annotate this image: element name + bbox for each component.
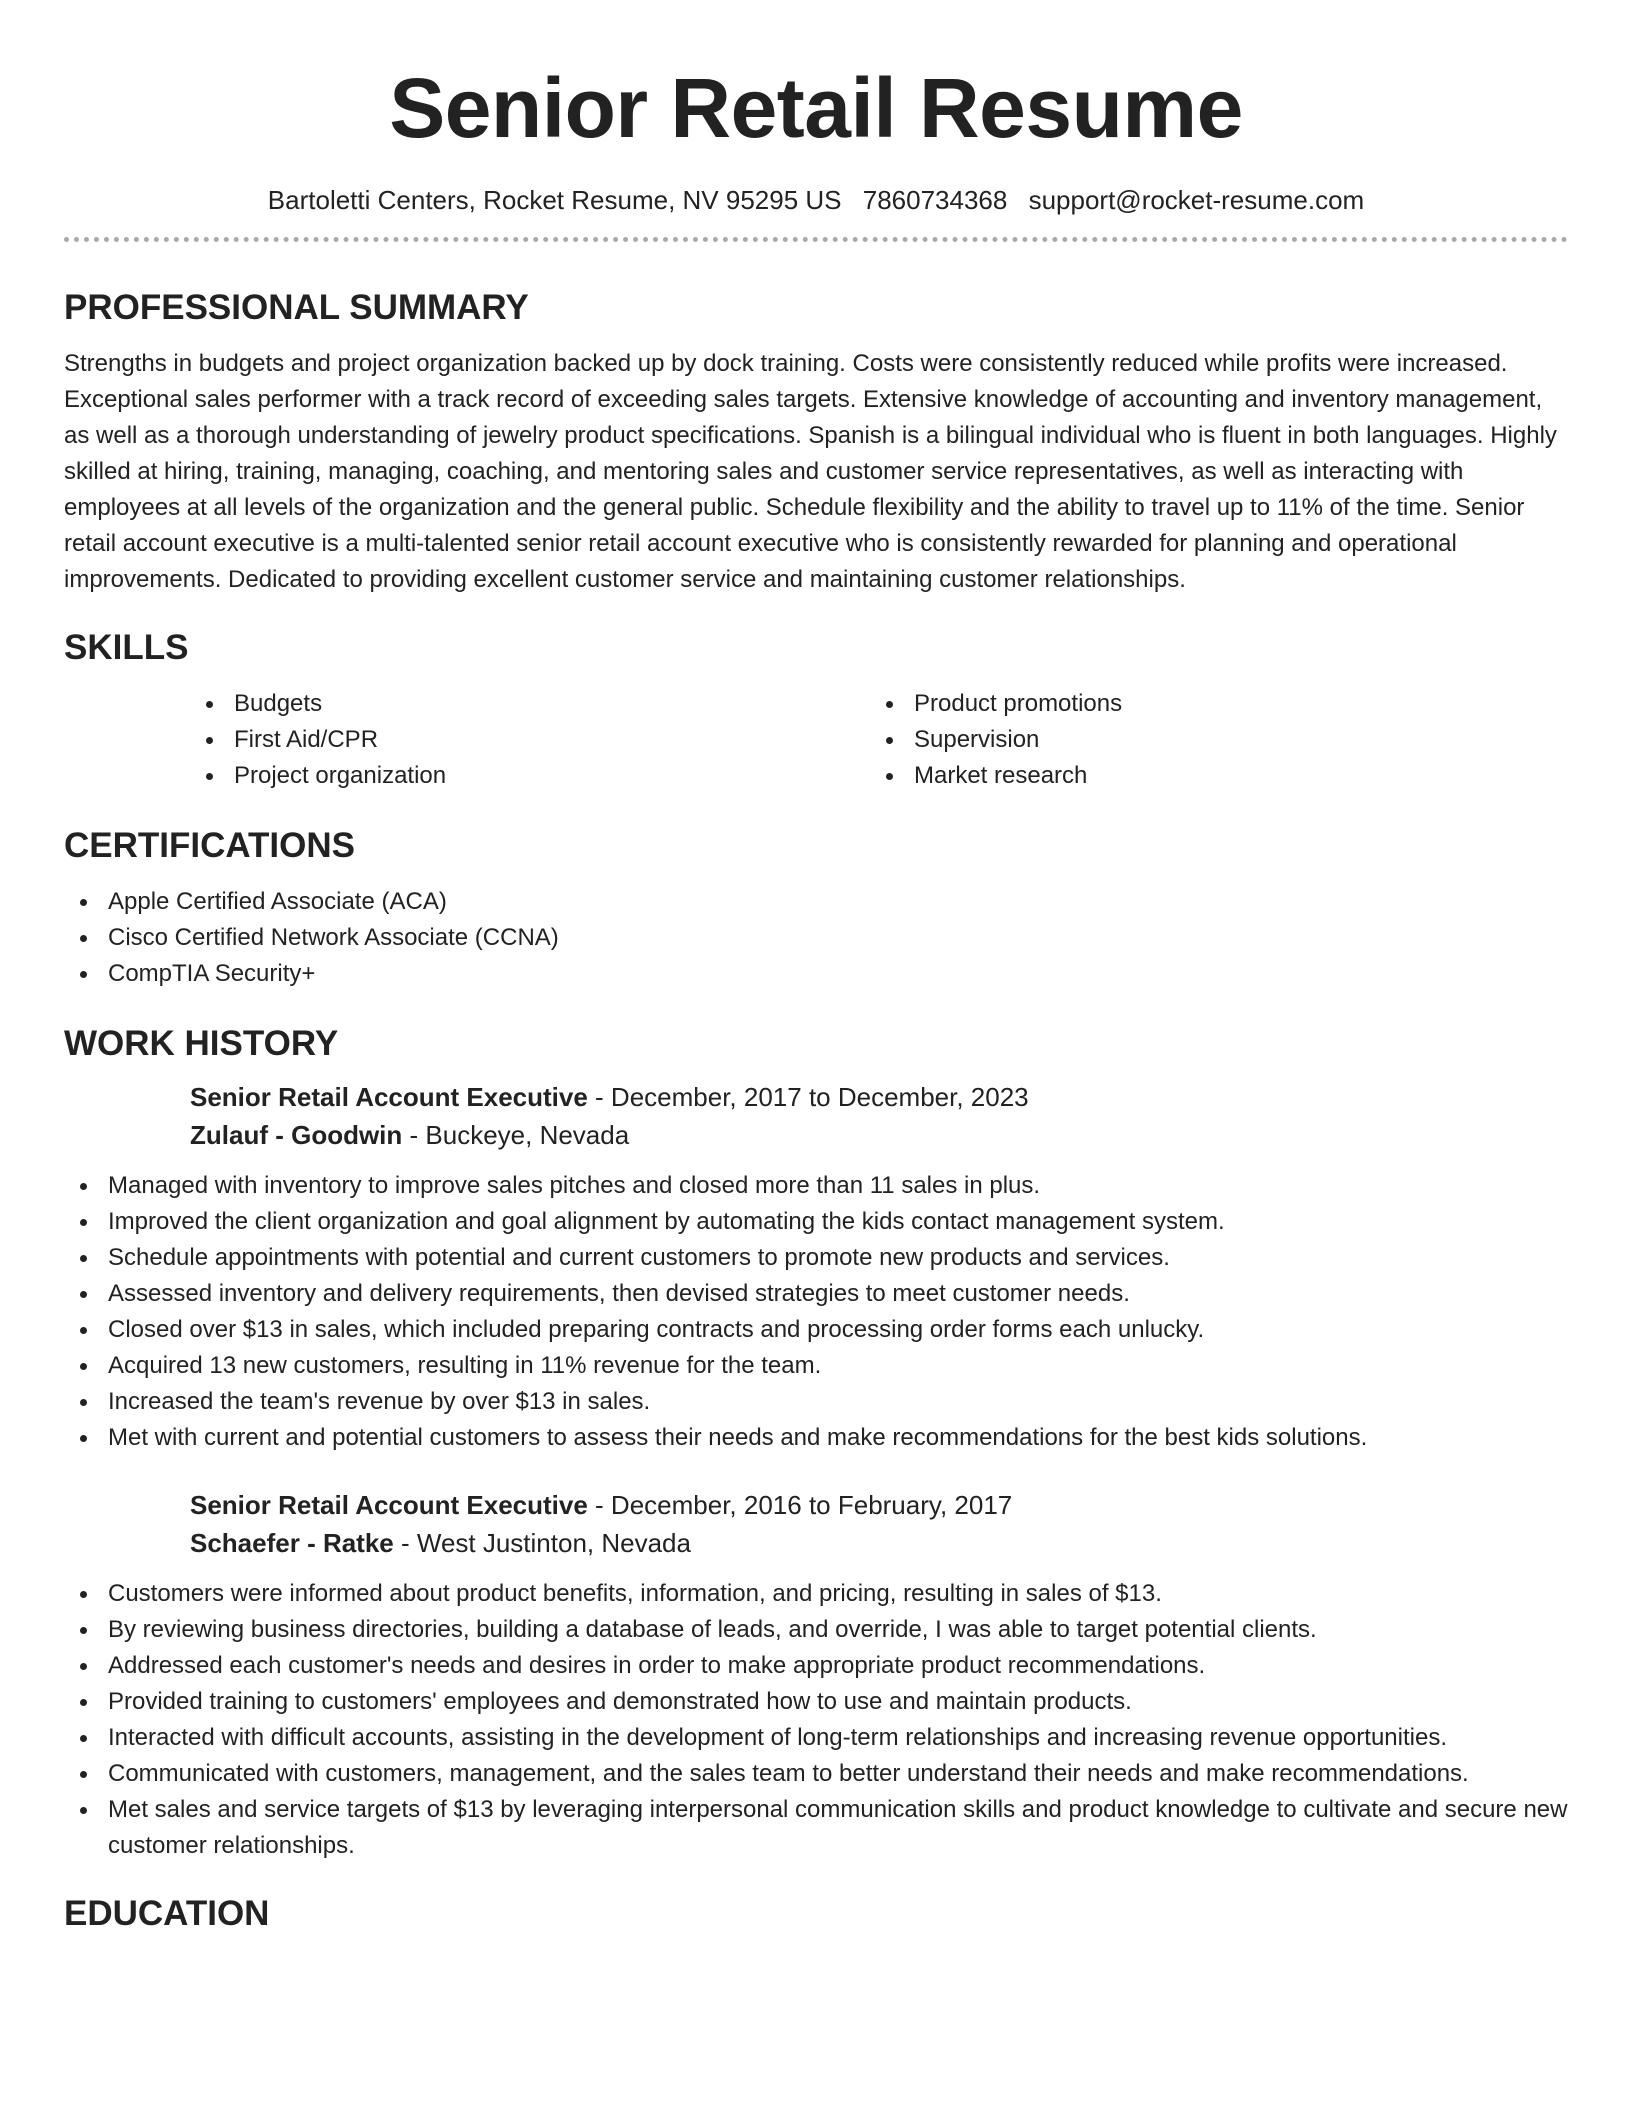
- list-item: Closed over $13 in sales, which included preparing contracts and processing order forms each unlucky.: [64, 1312, 1568, 1348]
- job-location: - Buckeye, Nevada: [402, 1120, 630, 1150]
- list-item: Increased the team's revenue by over $13 in sales.: [64, 1384, 1568, 1420]
- job-role: Senior Retail Account Executive: [190, 1082, 588, 1112]
- list-item: Acquired 13 new customers, resulting in 11% revenue for the team.: [64, 1348, 1568, 1384]
- list-item: Assessed inventory and delivery requirements, then devised strategies to meet customer needs.: [64, 1276, 1568, 1312]
- certifications-list: [64, 884, 1568, 992]
- skills-column-right: [870, 686, 1550, 794]
- list-item: Project organization: [190, 758, 870, 794]
- job-2-bullets: [64, 1576, 1568, 1864]
- job-1-bullets: [64, 1168, 1568, 1456]
- contact-phone: 7860734368: [862, 185, 1008, 215]
- skills-heading: SKILLS: [64, 628, 189, 667]
- list-item: Apple Certified Associate (ACA): [64, 884, 1568, 920]
- job-title-line: [190, 1486, 1568, 1524]
- list-item: Improved the client organization and goal alignment by automating the kids contact management system.: [64, 1204, 1568, 1240]
- job-entry-2: [190, 1486, 1568, 1562]
- list-item: Interacted with difficult accounts, assisting in the development of long-term relationships and increasing revenue opportunities.: [64, 1720, 1568, 1756]
- list-item: Addressed each customer's needs and desires in order to make appropriate product recommendations.: [64, 1648, 1568, 1684]
- list-item: Budgets: [190, 686, 870, 722]
- job-company: Schaefer - Ratke: [190, 1528, 394, 1558]
- contact-email: support@rocket-resume.com: [1028, 185, 1365, 215]
- skills-list: [190, 686, 1568, 794]
- certifications-heading: CERTIFICATIONS: [64, 826, 356, 865]
- list-item: Supervision: [870, 722, 1550, 758]
- list-item: CompTIA Security+: [64, 956, 1568, 992]
- list-item: Managed with inventory to improve sales pitches and closed more than 11 sales in plus.: [64, 1168, 1568, 1204]
- job-title-line: [190, 1078, 1568, 1116]
- job-company: Zulauf - Goodwin: [190, 1120, 403, 1150]
- list-item: Met with current and potential customers to assess their needs and make recommendations for the best kids solutions.: [64, 1420, 1568, 1456]
- contact-line: [64, 184, 1568, 216]
- list-item: Communicated with customers, management, and the sales team to better understand their needs and make recommendations.: [64, 1756, 1568, 1792]
- list-item: Customers were informed about product benefits, information, and pricing, resulting in sales of $13.: [64, 1576, 1568, 1612]
- list-item: Provided training to customers' employees and demonstrated how to use and maintain products.: [64, 1684, 1568, 1720]
- list-item: Product promotions: [870, 686, 1550, 722]
- education-heading: EDUCATION: [64, 1894, 270, 1933]
- job-entry-1: [190, 1078, 1568, 1154]
- header-divider: [64, 237, 1568, 242]
- job-dates: - December, 2016 to February, 2017: [587, 1490, 1013, 1520]
- job-dates: - December, 2017 to December, 2023: [587, 1082, 1029, 1112]
- page-title: Senior Retail Resume: [389, 61, 1243, 155]
- job-company-line: [190, 1524, 1568, 1562]
- list-item: By reviewing business directories, building a database of leads, and override, I was able to target potential clients.: [64, 1612, 1568, 1648]
- skills-column-left: [190, 686, 870, 794]
- resume-page: [64, 0, 1568, 1936]
- work-history-heading: WORK HISTORY: [64, 1024, 339, 1063]
- list-item: Market research: [870, 758, 1550, 794]
- list-item: Schedule appointments with potential and current customers to promote new products and services.: [64, 1240, 1568, 1276]
- job-role: Senior Retail Account Executive: [190, 1490, 588, 1520]
- list-item: First Aid/CPR: [190, 722, 870, 758]
- summary-heading: PROFESSIONAL SUMMARY: [64, 288, 529, 327]
- list-item: Cisco Certified Network Associate (CCNA): [64, 920, 1568, 956]
- list-item: Met sales and service targets of $13 by leveraging interpersonal communication skills and product knowledge to cultivate and secure new customer relationships.: [64, 1792, 1568, 1864]
- job-company-line: [190, 1116, 1568, 1154]
- job-location: - West Justinton, Nevada: [393, 1528, 691, 1558]
- summary-text: Strengths in budgets and project organization backed up by dock training. Costs were consistently reduced while profits were increased. Exceptional sales performer with a track record of exceeding sales targets. Extensive knowledge of accounting and inventory management, as well as a thorough understanding of jewelry product specifications. Spanish is a bilingual individual who is fluent in both languages. Highly skilled at hiring, training, managing, coaching, and mentoring sales and customer service representatives, as well as interacting with employees at all levels of the organization and the general public. Schedule flexibility and the ability to travel up to 11% of the time. Senior retail account executive is a multi-talented senior retail account executive who is consistently rewarded for planning and operational improvements. Dedicated to providing excellent customer service and maintaining customer relationships.: [64, 350, 1557, 593]
- contact-address: Bartoletti Centers, Rocket Resume, NV 95295 US: [267, 185, 842, 215]
